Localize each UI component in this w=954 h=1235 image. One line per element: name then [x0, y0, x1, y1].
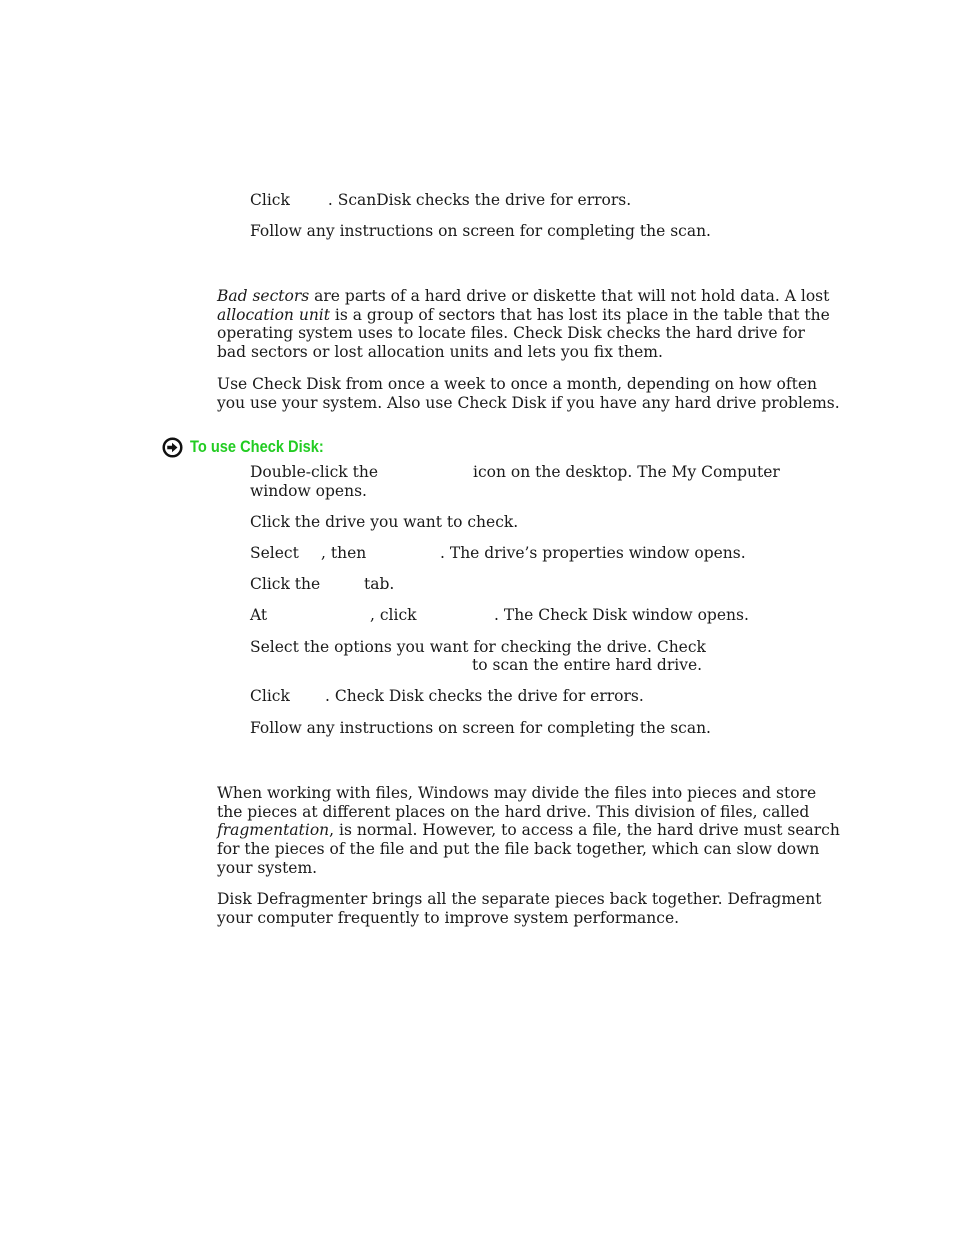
term-fragmentation: fragmentation: [217, 821, 330, 840]
line-text: is a group of sectors that has lost its place in the table that the: [330, 305, 830, 324]
step-2: Click the drive you want to check.: [250, 513, 519, 531]
step-3-a: Select: [250, 544, 299, 562]
step-7-a: Click: [250, 687, 290, 705]
step-text: Click: [250, 191, 290, 209]
step-7-b: . Check Disk checks the drive for errors.: [325, 687, 644, 705]
procedure-heading: [162, 436, 346, 458]
paragraph-line: When working with files, Windows may divide the files into pieces and store: [217, 784, 817, 802]
paragraph-line: your system.: [217, 858, 318, 877]
step-3-b: , then: [321, 544, 367, 562]
step-text: Double-click the: [250, 463, 379, 481]
fragmentation-paragraph: [217, 784, 840, 878]
step-5-a: At: [250, 606, 268, 624]
step-1-line-2: window opens.: [250, 482, 367, 500]
paragraph-line: you use your system. Also use Check Disk if you have any hard drive problems.: [217, 393, 840, 412]
paragraph-line: bad sectors or lost allocation units and lets you fix them.: [217, 343, 663, 362]
term-allocation-unit: allocation unit: [217, 305, 330, 324]
paragraph-line: [217, 821, 840, 840]
step-1-line-1: [250, 463, 378, 482]
defragmenter-paragraph: [217, 890, 822, 927]
step-8: Follow any instructions on screen for completing the scan.: [250, 719, 711, 737]
step-5-b: , click: [370, 606, 417, 624]
arrow-circle-right-icon: [162, 437, 183, 458]
paragraph-line: the pieces at different places on the hard drive. This division of files, called: [217, 802, 810, 821]
term-bad-sectors: Bad sectors: [217, 287, 310, 305]
bad-sectors-paragraph: [217, 287, 830, 362]
step-text: . ScanDisk checks the drive for errors.: [327, 191, 632, 209]
scandisk-step-click: [250, 191, 631, 210]
paragraph-line: for the pieces of the file and put the file back together, which can slow down: [217, 840, 820, 859]
step-1-line-1-cont: icon on the desktop. The My Computer: [473, 463, 780, 481]
scandisk-step-follow: Follow any instructions on screen for completing the scan.: [250, 222, 711, 240]
paragraph-line: [217, 305, 830, 325]
step-3-c: . The drive’s properties window opens.: [440, 544, 746, 562]
procedure-title: To use Check Disk:: [190, 437, 324, 456]
line-text: , is normal. However, to access a file, the hard drive must search: [329, 821, 840, 840]
step-4-a: Click the: [250, 575, 321, 593]
line-text: are parts of a hard drive or diskette that will not hold data. A lost: [309, 287, 830, 305]
paragraph-line: [217, 287, 830, 306]
paragraph-line: Use Check Disk from once a week to once a month, depending on how often: [217, 375, 818, 393]
step-6-line-2: to scan the entire hard drive.: [472, 656, 703, 674]
paragraph-line: your computer frequently to improve system performance.: [217, 908, 680, 927]
check-disk-frequency-paragraph: [217, 375, 840, 412]
step-6-line-1: Select the options you want for checking the drive. Check: [250, 638, 706, 656]
step-4-b: tab.: [364, 575, 395, 593]
paragraph-line: operating system uses to locate files. Check Disk checks the hard drive for: [217, 324, 805, 343]
step-5-c: . The Check Disk window opens.: [494, 606, 749, 624]
paragraph-line: Disk Defragmenter brings all the separate pieces back together. Defragment: [217, 890, 822, 908]
